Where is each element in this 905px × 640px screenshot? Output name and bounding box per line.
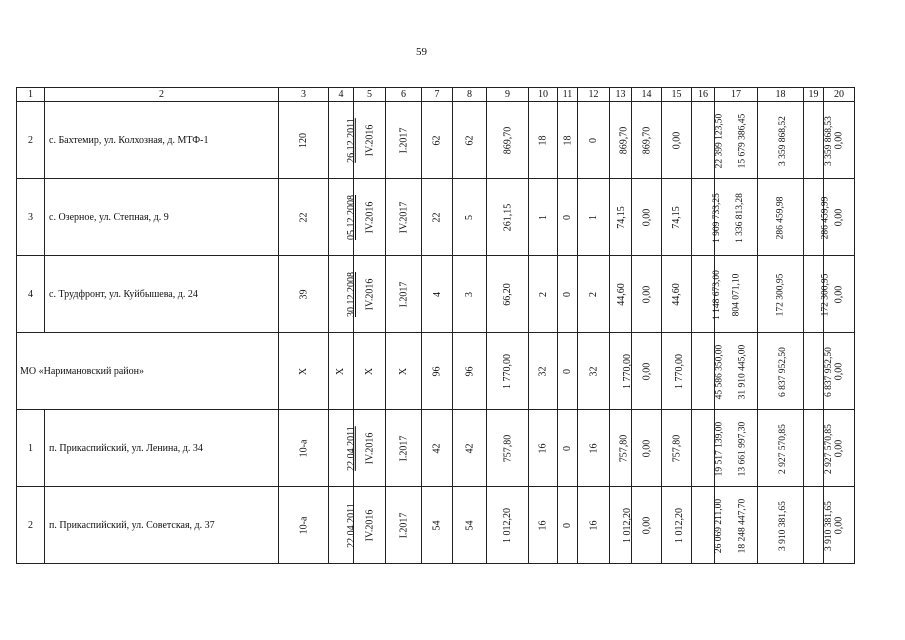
- cell-value: 16: [588, 443, 599, 453]
- col-header: 6: [386, 88, 422, 102]
- cell-value: 0,00: [833, 208, 845, 226]
- cell: [329, 333, 354, 410]
- cell-value: 4: [431, 291, 443, 297]
- cell: [529, 487, 558, 564]
- cell: [279, 256, 329, 333]
- cell: [804, 102, 834, 179]
- cell: [386, 487, 422, 564]
- cell-value: 42: [464, 443, 475, 453]
- cell-value: 0: [562, 445, 573, 451]
- cell-value: 757,80: [671, 434, 682, 462]
- cell: [692, 333, 725, 410]
- cell: [453, 410, 487, 487]
- cell-value: 15 679 386,45: [737, 113, 748, 168]
- cell-value: 16: [537, 520, 549, 530]
- cell: [529, 179, 558, 256]
- cell-value: IV.2016: [364, 124, 376, 156]
- cell: [453, 333, 487, 410]
- cell: [453, 256, 487, 333]
- cell-value: X: [335, 367, 347, 375]
- col-header: 11: [558, 88, 578, 102]
- cell: [487, 256, 529, 333]
- cell-value: 10-а: [298, 516, 309, 534]
- cell-value: 18: [562, 135, 573, 145]
- cell-value: 10-а: [298, 439, 309, 457]
- cell: [578, 102, 610, 179]
- cell: [386, 102, 422, 179]
- housing-program-table: [16, 87, 855, 564]
- cell-value: 0,00: [641, 362, 652, 380]
- cell-value: 44,60: [671, 282, 682, 306]
- cell-value: 0,00: [671, 131, 682, 149]
- cell-value: 13 661 997,30: [737, 421, 748, 476]
- row-number: 1: [17, 410, 45, 487]
- cell: [453, 179, 487, 256]
- row-number: 2: [17, 102, 45, 179]
- cell: [632, 102, 662, 179]
- cell: [758, 256, 804, 333]
- cell-value: 74,15: [671, 205, 682, 229]
- address-cell: п. Прикаспийский, ул. Ленина, д. 34: [45, 410, 279, 487]
- row-number: 2: [17, 487, 45, 564]
- cell-value: 1 012,20: [502, 507, 513, 543]
- cell-value: 3 910 381,65: [823, 500, 834, 551]
- col-header: 15: [662, 88, 692, 102]
- cell: [354, 102, 386, 179]
- cell-value: 62: [464, 135, 475, 145]
- cell-value: 0: [562, 522, 573, 528]
- cell-value: 32: [537, 366, 549, 376]
- cell: [529, 333, 558, 410]
- cell: [386, 410, 422, 487]
- address-cell: п. Прикаспийский, ул. Советская, д. 37: [45, 487, 279, 564]
- col-header: 17: [715, 88, 758, 102]
- cell: [692, 256, 722, 333]
- cell-value: 22: [298, 212, 309, 222]
- cell: [422, 487, 453, 564]
- cell-value: 2: [537, 291, 549, 297]
- cell-value: 1 770,00: [622, 353, 633, 389]
- cell-value: IV.2017: [397, 201, 409, 233]
- cell-value: 44,60: [615, 282, 627, 306]
- cell: [422, 333, 453, 410]
- cell: [804, 179, 831, 256]
- cell-value: 172 300,95: [775, 273, 786, 316]
- cell: [558, 102, 578, 179]
- cell-value: 22.04.2011: [345, 502, 357, 548]
- cell-value: 2 927 570,85: [823, 423, 834, 474]
- cell-value: 45 586 350,00: [714, 344, 725, 399]
- cell-value: 26 069 211,00: [714, 498, 725, 553]
- cell-value: 3 359 868,53: [823, 115, 834, 166]
- cell: [758, 179, 804, 256]
- col-header: 2: [45, 88, 279, 102]
- cell-value: 31 910 445,00: [737, 344, 748, 399]
- cell-value: 66,20: [502, 282, 513, 306]
- cell-value: 120: [298, 132, 309, 148]
- col-header: 4: [329, 88, 354, 102]
- cell-value: 54: [464, 520, 475, 530]
- cell-value: I.2017: [398, 512, 409, 538]
- page-number: 59: [416, 46, 427, 58]
- row-number: 3: [17, 179, 45, 256]
- cell: [610, 333, 632, 410]
- cell-value: 54: [431, 520, 443, 530]
- cell-value: IV.2016: [364, 201, 376, 233]
- cell-value: 1 909 733,25: [711, 192, 722, 243]
- cell: [610, 179, 632, 256]
- col-header: 1: [17, 88, 45, 102]
- cell: [578, 410, 610, 487]
- cell-value: 19 517 139,00: [714, 421, 725, 476]
- cell-value: 1 012,20: [622, 507, 633, 543]
- cell: [422, 256, 453, 333]
- cell: [329, 256, 357, 333]
- cell: [692, 410, 725, 487]
- cell: [632, 410, 662, 487]
- cell: [529, 256, 558, 333]
- cell-value: 0,00: [833, 131, 845, 149]
- cell-value: IV.2016: [364, 278, 376, 310]
- cell-value: X: [397, 367, 409, 375]
- cell: [422, 179, 453, 256]
- cell: [610, 256, 632, 333]
- cell-value: 6 837 952,50: [823, 346, 834, 397]
- cell: [662, 179, 692, 256]
- cell-value: 1 336 813,28: [734, 192, 745, 243]
- cell: [453, 487, 487, 564]
- cell: [662, 410, 692, 487]
- cell: [558, 179, 578, 256]
- cell: [632, 333, 662, 410]
- cell-value: 96: [464, 366, 475, 376]
- cell: [578, 179, 610, 256]
- cell-value: IV.2016: [364, 509, 376, 541]
- cell: [487, 333, 529, 410]
- cell: [558, 487, 578, 564]
- cell: [610, 410, 632, 487]
- cell-value: 3 910 381,65: [777, 500, 788, 551]
- cell-value: 0: [562, 214, 573, 220]
- cell-value: 39: [298, 289, 309, 299]
- cell-value: 3 359 868,52: [777, 115, 788, 166]
- cell: [662, 256, 692, 333]
- cell-value: 0,00: [833, 516, 845, 534]
- cell: [354, 333, 386, 410]
- cell-value: 0,00: [833, 285, 845, 303]
- address-cell: с. Трудфронт, ул. Куйбышева, д. 24: [45, 256, 279, 333]
- cell-value: 1: [588, 214, 599, 220]
- cell: [758, 487, 804, 564]
- cell: [354, 179, 386, 256]
- cell-value: X: [297, 367, 309, 375]
- cell-value: 869,70: [641, 126, 652, 154]
- cell-value: 286 459,98: [775, 196, 786, 239]
- cell: [279, 333, 329, 410]
- cell-value: 0,00: [641, 285, 652, 303]
- col-header: 14: [632, 88, 662, 102]
- cell: [386, 179, 422, 256]
- cell: [558, 256, 578, 333]
- cell: [662, 333, 692, 410]
- cell: [529, 410, 558, 487]
- cell-value: 6 837 952,50: [777, 346, 788, 397]
- cell-value: 22.04.2011: [345, 425, 357, 471]
- cell: [529, 102, 558, 179]
- cell: [422, 410, 453, 487]
- cell-value: 1 770,00: [674, 353, 685, 389]
- col-header: 19: [804, 88, 824, 102]
- cell-value: 0,00: [641, 208, 652, 226]
- cell-value: 18: [537, 135, 549, 145]
- cell: [758, 410, 804, 487]
- cell: [578, 333, 610, 410]
- cell-value: 0: [588, 137, 599, 143]
- col-header: 5: [354, 88, 386, 102]
- cell: [558, 333, 578, 410]
- cell-value: 0,00: [833, 439, 845, 457]
- cell-value: 0: [562, 291, 573, 297]
- group-total-row: [17, 333, 855, 410]
- cell: [662, 487, 692, 564]
- cell: [610, 487, 632, 564]
- cell: [632, 179, 662, 256]
- cell-value: 1: [537, 214, 549, 220]
- table-row: [17, 179, 855, 256]
- cell-value: 18 248 447,70: [737, 498, 748, 553]
- cell-value: 42: [431, 443, 443, 453]
- cell: [804, 487, 834, 564]
- cell: [354, 487, 386, 564]
- cell-value: 261,15: [502, 203, 513, 231]
- cell-value: I.2017: [398, 435, 409, 461]
- col-header: 13: [610, 88, 632, 102]
- cell: [329, 487, 357, 564]
- cell: [578, 256, 610, 333]
- cell: [279, 102, 329, 179]
- cell: [692, 487, 725, 564]
- group-label: МО «Наримановский район»: [17, 333, 279, 410]
- cell: [610, 102, 632, 179]
- cell-value: 3: [464, 291, 475, 297]
- cell-value: 757,80: [502, 434, 513, 462]
- col-header: 20: [824, 88, 855, 102]
- cell: [662, 102, 692, 179]
- cell-value: 62: [431, 135, 443, 145]
- cell: [354, 256, 386, 333]
- cell-value: 869,70: [618, 126, 630, 154]
- col-header: 9: [487, 88, 529, 102]
- table-row: [17, 102, 855, 179]
- cell-value: 2: [588, 291, 599, 297]
- cell: [487, 102, 529, 179]
- cell: [804, 333, 834, 410]
- table-row: [17, 487, 855, 564]
- cell-value: 05.12.2008: [346, 194, 357, 240]
- row-number: 4: [17, 256, 45, 333]
- cell: [758, 102, 804, 179]
- table-row: [17, 256, 855, 333]
- cell: [487, 410, 529, 487]
- cell: [487, 179, 529, 256]
- cell: [279, 179, 329, 256]
- cell-value: 1 148 673,00: [711, 269, 722, 320]
- cell-value: 0,00: [833, 362, 845, 380]
- cell: [692, 102, 725, 179]
- col-header: 10: [529, 88, 558, 102]
- cell: [329, 410, 357, 487]
- column-number-row: [17, 88, 855, 102]
- cell-value: 22 399 123,50: [714, 113, 725, 168]
- cell: [453, 102, 487, 179]
- cell-value: 74,15: [615, 205, 627, 229]
- cell-value: 869,70: [502, 126, 513, 154]
- cell-value: 0,00: [641, 516, 652, 534]
- cell: [632, 256, 662, 333]
- address-cell: с. Озерное, ул. Степная, д. 9: [45, 179, 279, 256]
- cell: [558, 410, 578, 487]
- cell: [692, 179, 722, 256]
- cell: [758, 333, 804, 410]
- col-header: 3: [279, 88, 329, 102]
- cell: [279, 487, 329, 564]
- cell-value: 1 012,20: [674, 507, 685, 543]
- col-header: 7: [422, 88, 453, 102]
- cell: [329, 102, 357, 179]
- col-header: 8: [453, 88, 487, 102]
- col-header: 18: [758, 88, 804, 102]
- cell-value: 26.12.2011: [345, 117, 357, 163]
- cell-value: I.2017: [398, 127, 409, 153]
- cell: [487, 487, 529, 564]
- cell: [329, 179, 357, 256]
- cell: [804, 410, 834, 487]
- cell-value: 286 459,99: [820, 196, 831, 239]
- cell-value: 22: [431, 212, 443, 222]
- cell-value: 16: [537, 443, 549, 453]
- cell-value: 2 927 570,85: [777, 423, 788, 474]
- cell: [354, 410, 386, 487]
- cell: [632, 487, 662, 564]
- cell-value: 16: [588, 520, 599, 530]
- cell: [422, 102, 453, 179]
- cell-value: 0: [562, 368, 573, 374]
- col-header: 16: [692, 88, 715, 102]
- cell-value: 30.12.2008: [346, 271, 357, 317]
- cell-value: 0,00: [641, 439, 652, 457]
- cell: [578, 487, 610, 564]
- cell-value: 32: [588, 366, 599, 376]
- table-row: [17, 410, 855, 487]
- cell-value: 5: [464, 214, 475, 220]
- cell-value: X: [363, 367, 375, 375]
- address-cell: с. Бахтемир, ул. Колхозная, д. МТФ-1: [45, 102, 279, 179]
- cell: [386, 333, 422, 410]
- cell: [804, 256, 831, 333]
- cell: [279, 410, 329, 487]
- cell-value: I.2017: [398, 281, 409, 307]
- cell: [386, 256, 422, 333]
- cell-value: IV.2016: [364, 432, 376, 464]
- cell-value: 96: [431, 366, 443, 376]
- cell-value: 1 770,00: [502, 353, 513, 389]
- cell-value: 172 300,95: [820, 273, 831, 316]
- col-header: 12: [578, 88, 610, 102]
- cell-value: 804 071,10: [731, 273, 742, 316]
- cell-value: 757,80: [618, 434, 630, 462]
